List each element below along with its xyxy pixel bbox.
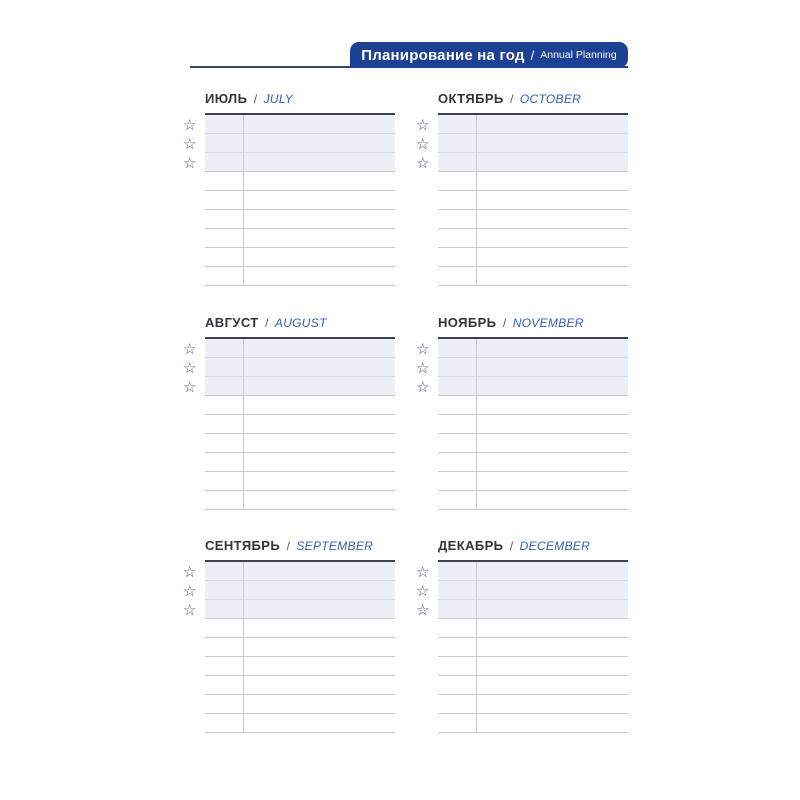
- stars-column: [183, 337, 205, 397]
- month-header: [205, 315, 395, 331]
- writing-row: [205, 695, 395, 714]
- priority-row: [438, 581, 628, 600]
- table-grid: [438, 560, 628, 733]
- star-cell: [416, 563, 438, 582]
- writing-row: [205, 434, 395, 453]
- priority-row: [205, 377, 395, 396]
- star-icon: ☆: [416, 563, 430, 581]
- priority-row: [438, 358, 628, 377]
- month-header: [205, 538, 395, 554]
- writing-row: [438, 434, 628, 453]
- star-icon: ☆: [183, 601, 197, 619]
- star-icon: ☆: [416, 601, 430, 619]
- writing-row: [205, 248, 395, 267]
- table-grid: [205, 337, 395, 510]
- star-cell: [416, 582, 438, 601]
- priority-row: [438, 562, 628, 581]
- page-title-tab: [350, 42, 628, 68]
- stars-column: [416, 113, 438, 173]
- column-divider: [476, 339, 477, 510]
- star-cell: [183, 135, 205, 154]
- writing-row: [438, 472, 628, 491]
- month-separator: /: [286, 539, 290, 553]
- writing-row: [205, 676, 395, 695]
- star-icon: ☆: [416, 340, 430, 358]
- month-separator: /: [502, 316, 507, 330]
- writing-row: [205, 210, 395, 229]
- month-name-en: JULY: [263, 92, 294, 106]
- page-title-ru: Планирование на год: [361, 46, 525, 64]
- writing-row: [438, 695, 628, 714]
- star-icon: ☆: [183, 582, 197, 600]
- star-icon: ☆: [183, 563, 197, 581]
- writing-row: [205, 491, 395, 510]
- writing-row: [205, 191, 395, 210]
- star-cell: [416, 359, 438, 378]
- month-table: [183, 337, 395, 510]
- writing-row: [205, 714, 395, 733]
- writing-row: [438, 619, 628, 638]
- month-table: [416, 113, 628, 286]
- priority-row: [438, 339, 628, 358]
- priority-row: [438, 134, 628, 153]
- writing-row: [438, 210, 628, 229]
- writing-row: [438, 267, 628, 286]
- star-icon: ☆: [183, 340, 197, 358]
- priority-row: [205, 581, 395, 600]
- month-name-en: NOVEMBER: [512, 316, 584, 330]
- month-name-en: AUGUST: [274, 316, 327, 330]
- star-icon: ☆: [416, 135, 430, 153]
- writing-row: [205, 472, 395, 491]
- priority-row: [205, 562, 395, 581]
- page-title-separator: /: [530, 48, 535, 63]
- star-cell: [416, 135, 438, 154]
- month-block-july: [183, 91, 395, 286]
- writing-row: [205, 172, 395, 191]
- star-icon: ☆: [183, 135, 197, 153]
- star-cell: [416, 340, 438, 359]
- writing-row: [205, 453, 395, 472]
- star-cell: [183, 582, 205, 601]
- star-icon: ☆: [416, 154, 430, 172]
- table-grid: [438, 337, 628, 510]
- stars-column: [183, 560, 205, 620]
- star-icon: ☆: [416, 359, 430, 377]
- month-header: [205, 91, 395, 107]
- priority-row: [205, 339, 395, 358]
- month-name-ru: ОКТЯБРЬ: [438, 91, 504, 106]
- writing-row: [438, 396, 628, 415]
- writing-row: [205, 229, 395, 248]
- stars-column: [183, 113, 205, 173]
- writing-row: [438, 453, 628, 472]
- star-cell: [183, 154, 205, 173]
- star-icon: ☆: [183, 359, 197, 377]
- month-name-ru: ИЮЛЬ: [205, 91, 248, 106]
- star-icon: ☆: [416, 116, 430, 134]
- priority-row: [205, 358, 395, 377]
- priority-row: [205, 134, 395, 153]
- month-separator: /: [510, 92, 514, 106]
- writing-row: [438, 676, 628, 695]
- writing-row: [438, 714, 628, 733]
- star-cell: [183, 116, 205, 135]
- priority-row: [205, 600, 395, 619]
- star-icon: ☆: [416, 378, 430, 396]
- priority-row: [438, 600, 628, 619]
- star-icon: ☆: [416, 582, 430, 600]
- writing-row: [205, 396, 395, 415]
- stars-column: [416, 337, 438, 397]
- month-header: [438, 91, 628, 107]
- month-name-en: OCTOBER: [519, 92, 582, 106]
- column-divider: [476, 562, 477, 733]
- writing-row: [438, 415, 628, 434]
- month-header: [438, 315, 628, 331]
- column-divider: [476, 115, 477, 286]
- star-cell: [183, 340, 205, 359]
- priority-row: [205, 115, 395, 134]
- column-divider: [243, 115, 244, 286]
- priority-row: [205, 153, 395, 172]
- month-block-november: [416, 315, 628, 510]
- star-cell: [183, 378, 205, 397]
- writing-row: [438, 172, 628, 191]
- star-icon: ☆: [183, 154, 197, 172]
- column-divider: [243, 562, 244, 733]
- writing-row: [438, 229, 628, 248]
- month-name-en: DECEMBER: [519, 539, 591, 553]
- star-cell: [416, 601, 438, 620]
- writing-row: [205, 638, 395, 657]
- star-cell: [183, 359, 205, 378]
- month-block-august: [183, 315, 395, 510]
- month-table: [416, 337, 628, 510]
- star-cell: [183, 601, 205, 620]
- month-block-october: [416, 91, 628, 286]
- writing-row: [438, 491, 628, 510]
- month-separator: /: [265, 316, 269, 330]
- writing-row: [438, 638, 628, 657]
- stars-column: [416, 560, 438, 620]
- month-name-ru: СЕНТЯБРЬ: [205, 538, 281, 553]
- month-block-december: [416, 538, 628, 733]
- month-header: [438, 538, 628, 554]
- table-grid: [438, 113, 628, 286]
- column-divider: [243, 339, 244, 510]
- writing-row: [438, 657, 628, 676]
- month-name-ru: АВГУСТ: [205, 315, 259, 330]
- month-separator: /: [253, 92, 258, 106]
- month-table: [183, 113, 395, 286]
- star-icon: ☆: [183, 116, 197, 134]
- priority-row: [438, 153, 628, 172]
- writing-row: [438, 191, 628, 210]
- star-cell: [416, 116, 438, 135]
- writing-row: [438, 248, 628, 267]
- table-grid: [205, 113, 395, 286]
- writing-row: [205, 267, 395, 286]
- month-separator: /: [509, 539, 514, 553]
- star-cell: [183, 563, 205, 582]
- month-table: [183, 560, 395, 733]
- month-name-en: SEPTEMBER: [296, 539, 374, 553]
- page-title-en: Annual Planning: [540, 49, 617, 61]
- star-cell: [416, 378, 438, 397]
- priority-row: [438, 377, 628, 396]
- month-block-september: [183, 538, 395, 733]
- star-cell: [416, 154, 438, 173]
- table-grid: [205, 560, 395, 733]
- writing-row: [205, 619, 395, 638]
- writing-row: [205, 415, 395, 434]
- star-icon: ☆: [183, 378, 197, 396]
- month-name-ru: ДЕКАБРЬ: [438, 538, 504, 553]
- priority-row: [438, 115, 628, 134]
- month-table: [416, 560, 628, 733]
- writing-row: [205, 657, 395, 676]
- month-name-ru: НОЯБРЬ: [438, 315, 497, 330]
